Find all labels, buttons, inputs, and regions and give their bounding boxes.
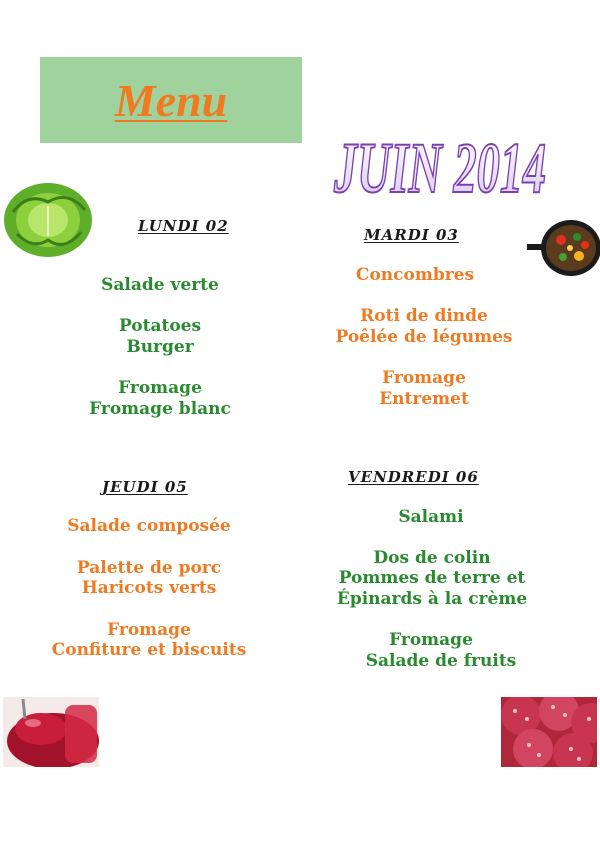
menu-item: Burger [126, 337, 194, 357]
day-label-jeudi: JEUDI 05 [102, 478, 188, 496]
menu-item: Fromage [107, 620, 191, 640]
menu-item: Fromage [118, 378, 202, 398]
menu-item: Salade verte [101, 275, 219, 295]
salami-photo [501, 697, 597, 767]
menu-item: Fromage [382, 368, 466, 388]
day-label-vendredi: VENDREDI 06 [348, 468, 479, 486]
menu-item: Concombres [355, 265, 475, 285]
menu-item: Salade de fruits [365, 651, 517, 671]
menu-item: Dos de colin [373, 548, 491, 568]
menu-item: Haricots verts [81, 578, 217, 598]
month-title-text: JUIN 2014 [333, 128, 546, 205]
menu-item: Poêlée de légumes [335, 327, 513, 347]
menu-title: Menu [114, 74, 228, 126]
lettuce-photo [3, 182, 93, 258]
menu-item: Confiture et biscuits [51, 640, 247, 660]
vegetable-pan-photo [527, 212, 600, 284]
day-label-lundi: LUNDI 02 [138, 217, 229, 235]
menu-item: Salami [398, 507, 464, 527]
jam-jar-photo [3, 697, 99, 767]
menu-title-box [40, 57, 302, 143]
menu-item: Fromage blanc [89, 399, 231, 419]
menu-item: Entremet [379, 389, 469, 409]
menu-item: Salade composée [67, 516, 231, 536]
menu-item: Pommes de terre et [338, 568, 526, 588]
month-title [330, 80, 550, 205]
menu-item: Potatoes [118, 316, 202, 336]
menu-item: Fromage [389, 630, 473, 650]
menu-item: Épinards à la crème [336, 589, 528, 609]
menu-item: Roti de dinde [360, 306, 488, 326]
menu-item: Palette de porc [76, 558, 222, 578]
day-label-mardi: MARDI 03 [364, 226, 459, 244]
